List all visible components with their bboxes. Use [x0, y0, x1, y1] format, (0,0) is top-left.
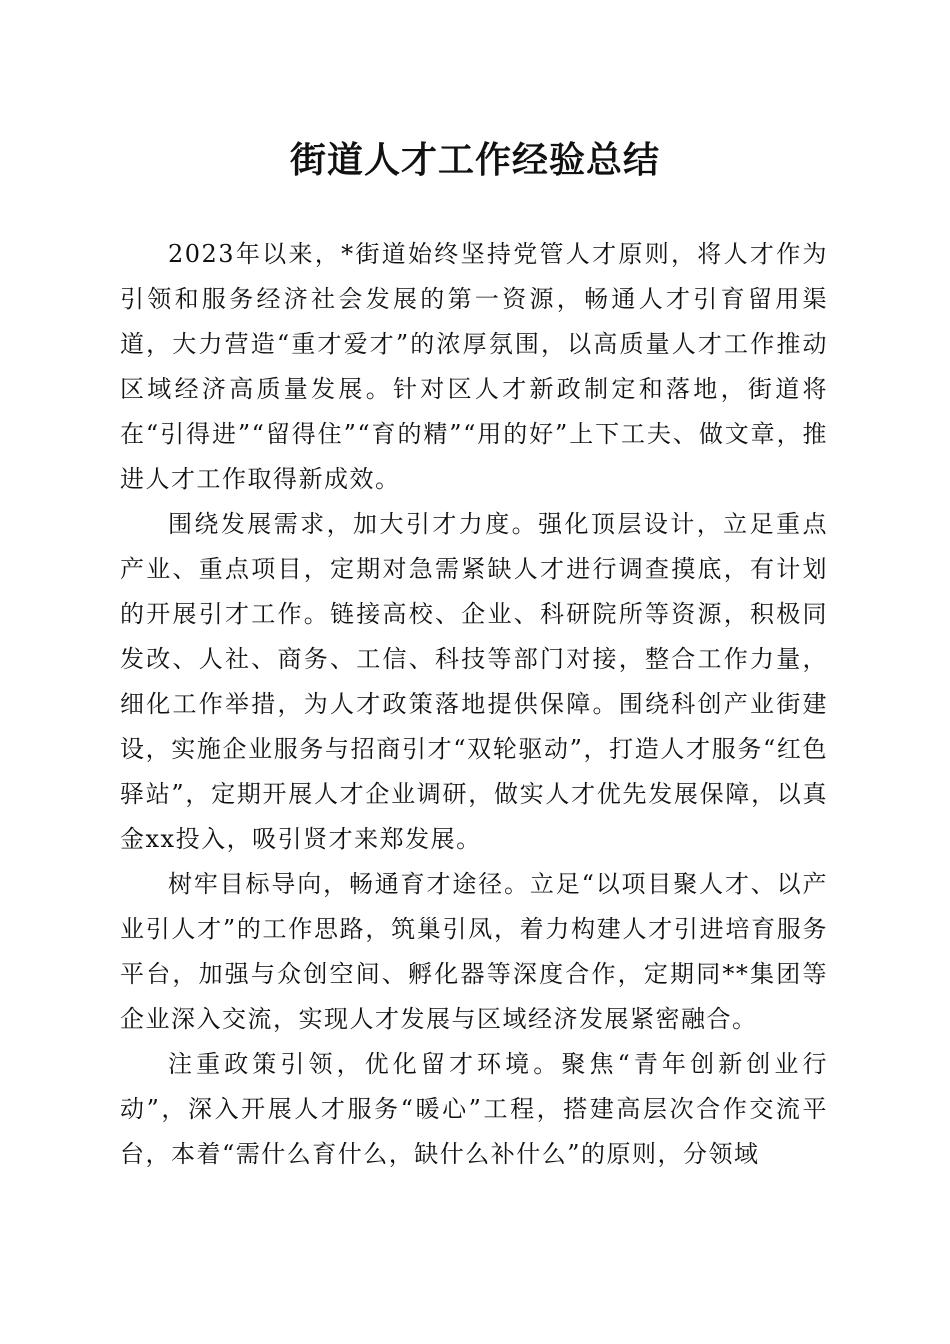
paragraph-cultivate-talent: 树牢目标导向，畅通育才途径。立足“以项目聚人才、以产业引人才”的工作思路，筑巢引凤，着力构建人才引进培育服务平台，加强与众创空间、孵化器等深度合作，定期同**集团等企业深入交流，实现人才发展与区域经济发展紧密融合。: [120, 870, 828, 1033]
paragraph-retain-talent: 注重政策引领，优化留才环境。聚焦“青年创新创业行动”，深入开展人才服务“暖心”工程，搭建高层次合作交流平台，本着“需什么育什么，缺什么补什么”的原则，分领域: [120, 1050, 828, 1168]
document-title: 街道人才工作经验总结: [289, 139, 660, 181]
document-body: [120, 232, 828, 1177]
paragraph-recruit-talent: 围绕发展需求，加大引才力度。强化顶层设计，立足重点产业、重点项目，定期对急需紧缺人才进行调查摸底，有计划的开展引才工作。链接高校、企业、科研院所等资源，积极同发改、人社、商务、工信、科技等部门对接，整合工作力量，细化工作举措，为人才政策落地提供保障。围绕科创产业街建设，实施企业服务与招商引才“双轮驱动”，打造人才服务“红色驿站”，定期开展人才企业调研，做实人才优先发展保障，以真金xx投入，吸引贤才来郑发展。: [120, 510, 828, 853]
paragraph-intro: 2023年以来，*街道始终坚持党管人才原则，将人才作为引领和服务经济社会发展的第一资源，畅通人才引育留用渠道，大力营造“重才爱才”的浓厚氛围，以高质量人才工作推动区域经济高质量发展。针对区人才新政制定和落地，街道将在“引得进”“留得住”“育的精”“用的好”上下工夫、做文章，推进人才工作取得新成效。: [120, 240, 828, 493]
